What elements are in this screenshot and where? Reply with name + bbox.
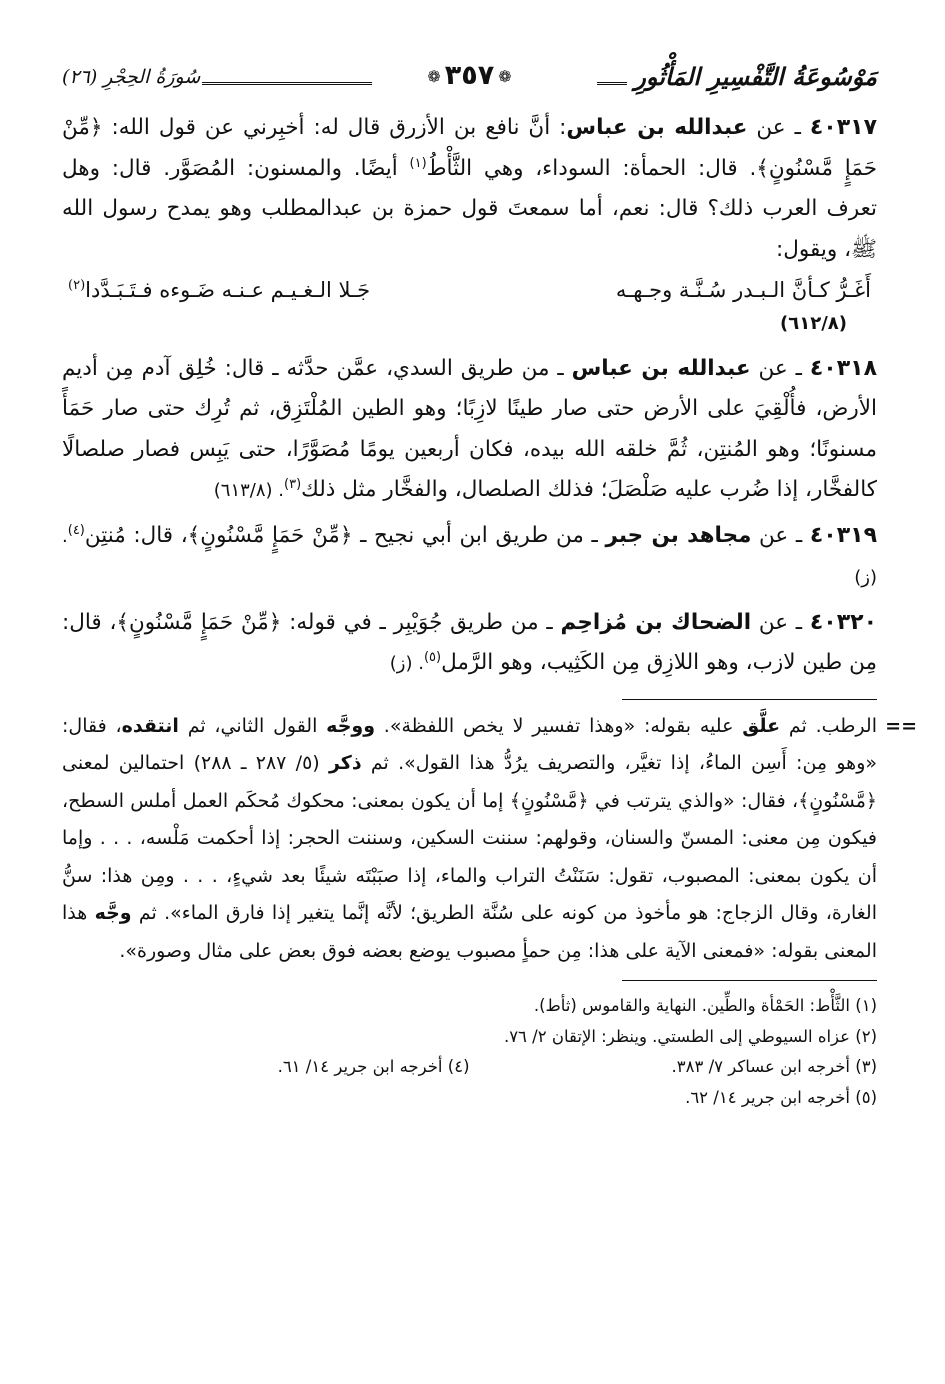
volume-citation: . (ز): [62, 525, 877, 588]
narrator-name: عبدالله بن عباس: [566, 115, 748, 140]
footnote-row: [62, 1052, 877, 1083]
note-text: ، فقال: «وهو مِن: أَسِن الماءُ، إذا تغيَّر، والتصريف يرُدُّ هذا القول». ثم: [62, 714, 878, 774]
volume-citation: . (ز): [389, 653, 424, 674]
continuation-mark: ==: [885, 714, 917, 737]
narrator-name: عبدالله بن عباس: [571, 355, 751, 381]
note-text: عليه بقوله: «وهذا تفسير لا يخص اللفظة».: [375, 714, 743, 737]
note-text: هذا المعنى بقوله: «فمعنى الآية على هذا: مِن حمأٍ مصبوب يوضع بعضه فوق بعض على مثال وصورة».: [62, 902, 877, 962]
note-text: القول الثاني، ثم: [178, 714, 327, 737]
continued-footnote: [62, 708, 917, 971]
entry-40320: [62, 603, 877, 685]
narrator-name: الضحاك بن مُزاحِم: [560, 609, 752, 635]
entry-number: ٤٠٣٢٠: [809, 609, 878, 635]
verse-first-half: أَغَـرُّ كـأنَّ الـبـدر سُـنَّـة وجـهـه: [615, 278, 871, 302]
footnote-ref: (٣): [284, 476, 302, 492]
surah-title: سُورَةُ الحِجْرِ (٢٦): [62, 66, 201, 88]
entry-40317: [62, 108, 877, 345]
footnote-ref: (٢): [68, 278, 86, 293]
entry-text: ـ من طريق السدي، عمَّن حدَّثه ـ قال: خُلِق آدم مِن أديم الأرض، فأُلْقِيَ على الأرض حتى صار طينًا لازِبًا؛ وهو الطين المُلْتَزِق، ثم تُرِك حتى صار حَمَأً مسنونًا؛ وهو المُنتِن، ثُمَّ خلقه الله بيده، فكان أربعين يومًا مُصَوَّرًا، حتى يَبِس فصار صلصالًا كالفخَّار، إذا ضُرب عليه صَلْصَلَ؛ فذلك الصلصال، والفخَّار مثل ذلك: [62, 355, 877, 502]
entry-text: أيضًا. والمسنون: المُصَوَّر. قال: وهل تعرف العرب ذلك؟ قال: نعم، أما سمعتَ قول حمزة بن عبدالمطلب وهو يمدح رسول الله ﷺ، ويقول:: [62, 155, 877, 262]
entry-number: ٤٠٣١٨: [809, 355, 877, 381]
running-header: [62, 58, 877, 102]
footnote-5: (٥) أخرجه ابن جرير ١٤/ ٦٢.: [685, 1087, 877, 1107]
footnote-4: (٤) أخرجه ابن جرير ١٤/ ٦١.: [277, 1057, 470, 1076]
footnote-ref: (١): [409, 155, 427, 171]
note-text: (٥/ ٢٨٧ ـ ٢٨٨) احتمالين لمعنى ﴿مَّسْنُونٍ﴾، فقال: «والذي يترتب في ﴿مَّسْنُونٍ﴾ إما أن يكون بمعنى: محكوك مُحكَم العمل أملس السطح، فيكون مِن معنى: المسنّ والسنان، وقولهم: سننت السكين، وسننت الحجر: إذا أحكمت مَلْسه، . . . وإما أن يكون بمعنى: المصبوب، تقول: سَنَنْتُ التراب والماء، إذا صبَبْتَه شيئًا بعد شيءٍ، . . . ومِن هذا: سنُّ الغارة، وقال الزجاج: هو مأخوذ من كونه على سُنَّة الطريق؛ لأنَّه إنَّما يتغير إذا فارق الماء». ثم: [62, 752, 877, 924]
book-title: مَوْسُوعَةُ التَّفْسِيرِ المَأْثُورِ: [634, 62, 877, 91]
header-rule-right: [597, 82, 627, 85]
entry-prefix: ـ عن: [747, 115, 810, 140]
entry-40319: [62, 516, 877, 599]
footnote-ref: (٤): [67, 522, 85, 538]
entry-text: ـ من طريق ابن أبي نجيح ـ ﴿مِّنْ حَمَإٍ مَّسْنُونٍ﴾، قال: مُنتِن: [84, 522, 606, 548]
main-text: [62, 108, 877, 685]
note-bold: ووجَّه: [326, 714, 376, 737]
footnote-1: (١) الثَّأْط: الحَمْأة والطِّين. النهاية والقاموس (ثأط).: [533, 996, 877, 1015]
entry-prefix: ـ عن: [751, 609, 810, 635]
entry-text: ـ من طريق جُوَيْبِر ـ في قوله: ﴿مِّنْ حَمَإٍ مَّسْنُونٍ﴾، قال: مِن طين لازب، وهو اللازِق مِن الكَثِيب، وهو الرَّمل: [62, 609, 877, 675]
note-bold: وجَّه: [94, 902, 132, 924]
note-text: الرطب. ثم: [780, 714, 877, 737]
entry-prefix: ـ عن: [750, 355, 810, 381]
footnote-3: (٣) أخرجه ابن عساكر ٧/ ٣٨٣.: [671, 1057, 877, 1076]
footnote-ref: (٥): [423, 649, 442, 665]
entry-prefix: ـ عن: [751, 522, 810, 548]
ornament-icon: ❁: [498, 67, 512, 86]
footnote-separator: [622, 980, 877, 981]
footnote-separator: [622, 699, 877, 700]
note-bold: انتقده: [121, 714, 179, 737]
header-rule-left: [202, 82, 372, 85]
footnote-2: (٢) عزاه السيوطي إلى الطستي. وينظر: الإتقان ٢/ ٧٦.: [503, 1026, 877, 1046]
page-number-box: [413, 60, 525, 91]
page-number: ٣٥٧: [444, 60, 495, 91]
entry-text: : أنَّ نافع بن الأزرق قال له: أخبِرني عن قول الله: ﴿مِّنْ حَمَإٍ مَّسْنُونٍ﴾. قال: الحمأة: السوداء، وهي الثَّأْطُ: [62, 115, 877, 181]
narrator-name: مجاهد بن جبر: [605, 522, 752, 548]
ornament-icon: ❁: [427, 67, 441, 86]
note-bold: علَّق: [742, 714, 781, 737]
footnotes: [62, 991, 877, 1113]
volume-citation: . (٦١٣/٨): [213, 480, 284, 501]
verse-second-half: جَـلا الـغـيـم عـنـه ضَـوءه فـتَـبَـدَّدا: [85, 278, 371, 302]
note-bold: ذكر: [328, 752, 362, 774]
volume-citation: (٦١٢/٨): [780, 313, 847, 334]
entry-40318: [62, 349, 877, 512]
entry-number: ٤٠٣١٩: [809, 522, 877, 548]
entry-number: ٤٠٣١٧: [809, 115, 877, 140]
